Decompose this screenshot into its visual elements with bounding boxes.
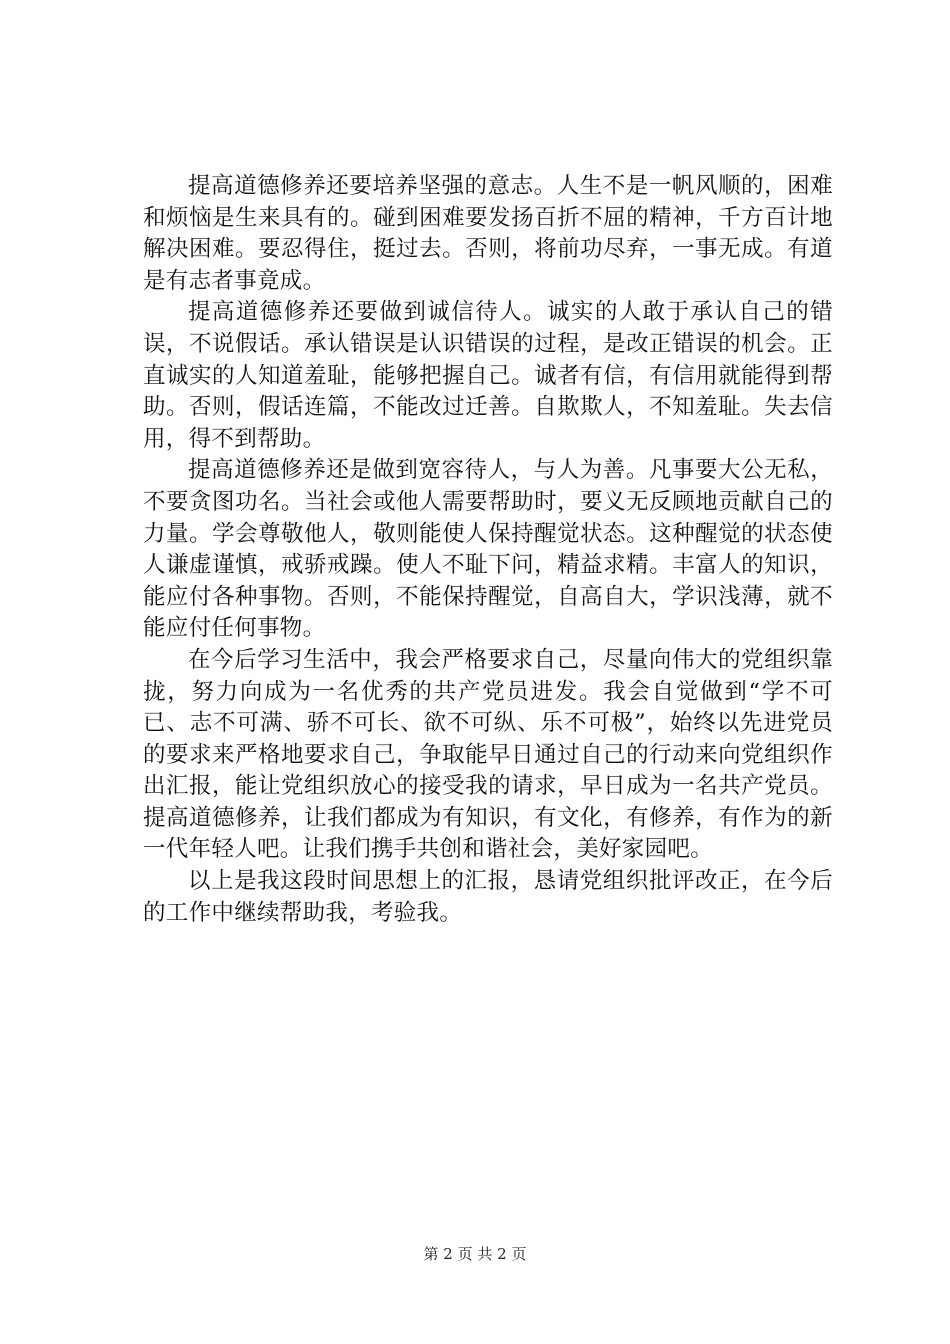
- paragraph-tolerance: 提高道德修养还是做到宽容待人，与人为善。凡事要大公无私，不要贪图功名。当社会或他人需要帮助时，要义无反顾地贡献自己的力量。学会尊敬他人，敬则能使人保持醒觉状态。这种醒觉的状态使人谦虚谨慎，戒骄戒躁。使人不耻下问，精益求精。丰富人的知识，能应付各种事物。否则，不能保持醒觉，自高自大，学识浅薄，就不能应付任何事物。: [143, 457, 833, 642]
- paragraph-honesty: 提高道德修养还要做到诚信待人。诚实的人敢于承认自己的错误，不说假话。承认错误是认识错误的过程，是改正错误的机会。正直诚实的人知道羞耻，能够把握自己。诚者有信，有信用就能得到帮助。否则，假话连篇，不能改过迁善。自欺欺人，不知羞耻。失去信用，得不到帮助。: [143, 299, 833, 452]
- document-body: [143, 171, 833, 929]
- paragraph-willpower: 提高道德修养还要培养坚强的意志。人生不是一帆风顺的，困难和烦恼是生来具有的。碰到困难要发扬百折不屈的精神，千方百计地解决困难。要忍得住，挺过去。否则，将前功尽弃，一事无成。有道是有志者事竟成。: [143, 173, 833, 294]
- page-footer: 第 2 页 共 2 页: [423, 1245, 527, 1263]
- paragraph-commitment: 在今后学习生活中，我会严格要求自己，尽量向伟大的党组织靠拢，努力向成为一名优秀的共产党员进发。我会自觉做到“学不可已、志不可满、骄不可长、欲不可纵、乐不可极”，始终以先进党员的要求来严格地要求自己，争取能早日通过自己的行动来向党组织作出汇报，能让党组织放心的接受我的请求，早日成为一名共产党员。提高道德修养，让我们都成为有知识，有文化，有修养，有作为的新一代年轻人吧。让我们携手共创和谐社会，美好家园吧。: [143, 646, 833, 863]
- paragraph-closing: 以上是我这段时间思想上的汇报，恳请党组织批评改正，在今后的工作中继续帮助我，考验我。: [143, 868, 833, 926]
